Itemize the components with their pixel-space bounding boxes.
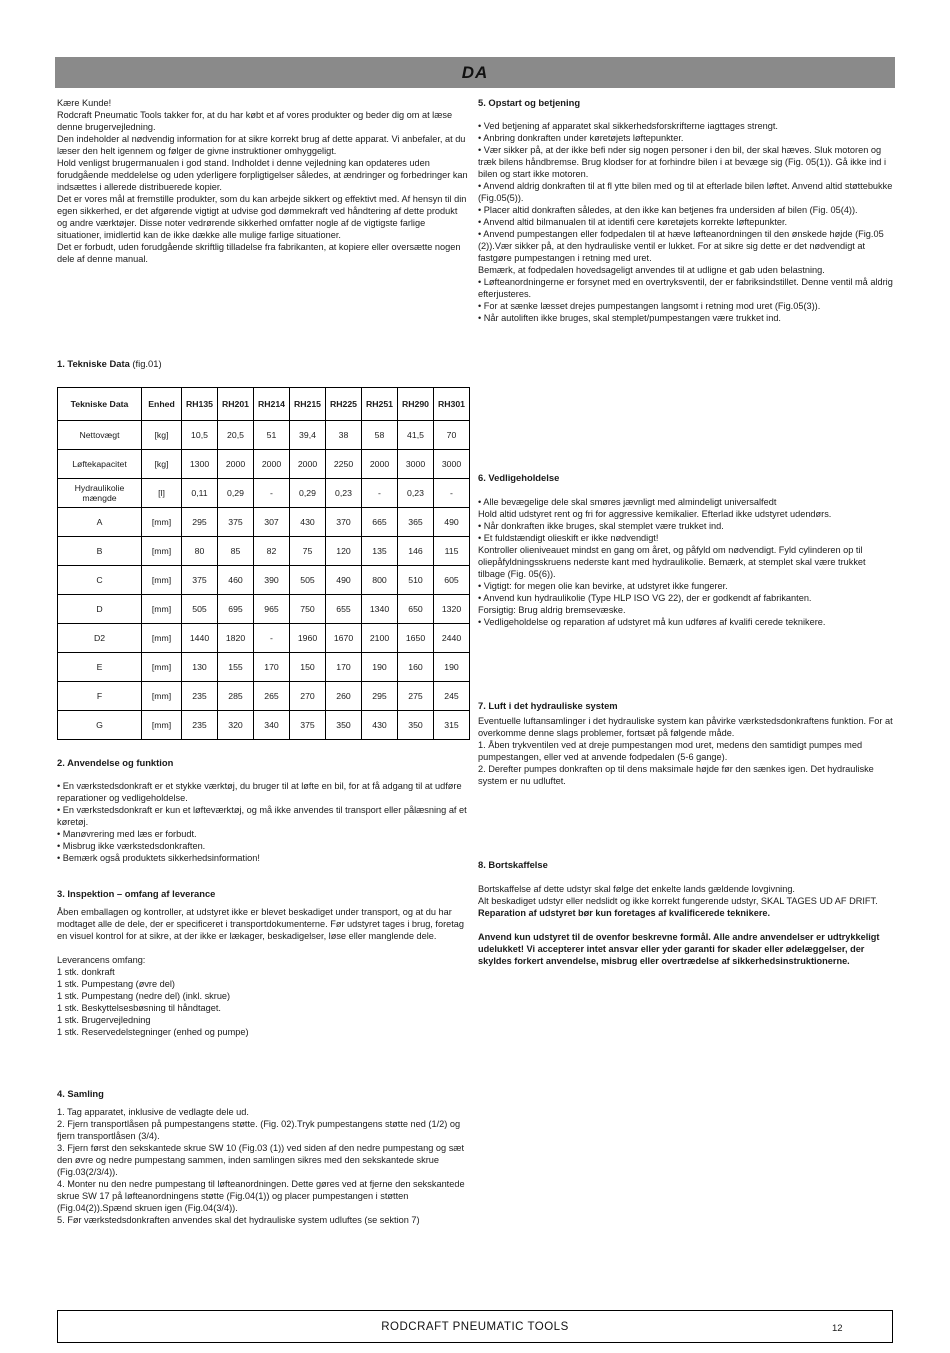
section-3-content — [57, 906, 470, 1038]
table-row — [58, 479, 470, 508]
delivery-scope-item: 1 stk. donkraft — [57, 967, 115, 977]
value-cell: 365 — [398, 508, 434, 537]
bullet-paragraph: • Vigtigt: for megen olie kan bevirke, at udstyret ikke fungerer. — [478, 581, 728, 591]
unit-cell: [kg] — [142, 450, 182, 479]
section-1-title-suffix: (fig.01) — [129, 358, 162, 369]
technical-data-table — [57, 387, 470, 740]
value-cell: 160 — [398, 653, 434, 682]
value-cell: 320 — [218, 711, 254, 740]
delivery-scope-item: 1 stk. Reservedelstegninger (enhed og pumpe) — [57, 1027, 249, 1037]
delivery-scope-item: 1 stk. Brugervejledning — [57, 1015, 151, 1025]
section-5-content — [478, 120, 894, 324]
technical-data-table-wrap — [57, 387, 470, 740]
value-cell: 1300 — [182, 450, 218, 479]
value-cell: - — [434, 479, 470, 508]
unit-cell: [kg] — [142, 421, 182, 450]
intro-paragraph: Kære Kunde! — [57, 98, 112, 108]
value-cell: 505 — [290, 566, 326, 595]
section-7-heading: 7. Luft i det hydrauliske system — [478, 700, 618, 711]
bullet-paragraph: • En værkstedsdonkraft er et stykke værktøj, du bruger til at løfte en bil, for at få adgang til at udføre reparationer og vedligeholdelse. — [57, 781, 462, 803]
row-label-cell: E — [58, 653, 142, 682]
value-cell: - — [254, 624, 290, 653]
value-cell: 505 — [182, 595, 218, 624]
bullet-paragraph: • Misbrug ikke værkstedsdonkraften. — [57, 841, 206, 851]
value-cell: 605 — [434, 566, 470, 595]
bullet-paragraph: • Bemærk også produktets sikkerhedsinformation! — [57, 853, 260, 863]
value-cell: 115 — [434, 537, 470, 566]
bullet-paragraph: Bemærk, at fodpedalen hovedsageligt anvendes til at udligne et gab uden belastning. — [478, 265, 825, 275]
value-cell: 650 — [398, 595, 434, 624]
value-cell: 1320 — [434, 595, 470, 624]
value-cell: 370 — [326, 508, 362, 537]
value-cell: 275 — [398, 682, 434, 711]
value-cell: 1820 — [218, 624, 254, 653]
section-6-content — [478, 496, 894, 628]
table-header-cell: RH201 — [218, 388, 254, 421]
unit-cell: [mm] — [142, 711, 182, 740]
value-cell: 390 — [254, 566, 290, 595]
section-1-heading — [57, 358, 470, 370]
intro-paragraph: Hold venligst brugermanualen i god stand. Indholdet i denne vejledning kan opdateres uden forudgående meddelelse og uden yderligere forpligtigelser således, at ændringer og forbedringer kan indsættes i allerede distribuerede kopier. — [57, 158, 468, 192]
value-cell: 2100 — [362, 624, 398, 653]
table-header-cell: RH215 — [290, 388, 326, 421]
value-cell: 190 — [434, 653, 470, 682]
value-cell: 170 — [254, 653, 290, 682]
table-row — [58, 421, 470, 450]
table-row — [58, 595, 470, 624]
bullet-paragraph: • En værkstedsdonkraft er kun et løfteværktøj, og må ikke anvendes til transport eller pålæsning af et køretøj. — [57, 805, 467, 827]
assembly-step: 1. Tag apparatet, inklusive de vedlagte dele ud. — [57, 1107, 249, 1117]
value-cell: 750 — [290, 595, 326, 624]
table-header-cell: RH251 — [362, 388, 398, 421]
bullet-paragraph: • Løfteanordningerne er forsynet med en overtryksventil, der er fabriksindstillet. Denne ventil må aldrig efterjusteres. — [478, 277, 893, 299]
intro-block — [57, 97, 470, 265]
liability-notice: Anvend kun udstyret til de ovenfor beskrevne formål. Alle andre anvendelser er udtrykkeligt udelukket! Vi accepterer intet ansvar eller yder garanti for skader eller ødelæggelser, der skyldes forkert anvendelse, misbrug eller overtrædelse af sikkerhedsinstruktionerne. — [478, 932, 880, 966]
value-cell: 150 — [290, 653, 326, 682]
row-label-cell: G — [58, 711, 142, 740]
table-header-cell: RH225 — [326, 388, 362, 421]
unit-cell: [mm] — [142, 566, 182, 595]
value-cell: 375 — [218, 508, 254, 537]
section-3-paragraph: Åben emballagen og kontroller, at udstyret ikke er blevet beskadiget under transport, og at du har modtaget alle de dele, der er specificeret i transportdokumenterne. Før udstyret tages i brug, foretag en visuel kontrol for at sikre, at der ikke er lækager, beskadigelser, løse eller manglende dele. — [57, 907, 465, 941]
section-1-title: 1. Tekniske Data — [57, 358, 130, 369]
bullet-paragraph: Forsigtig: Brug aldrig bremsevæske. — [478, 605, 626, 615]
row-label-cell: D2 — [58, 624, 142, 653]
bullet-paragraph: • Ved betjening af apparatet skal sikkerhedsforskrifterne iagttages strengt. — [478, 121, 778, 131]
value-cell: 3000 — [398, 450, 434, 479]
language-label: DA — [461, 62, 489, 82]
section-3-heading: 3. Inspektion – omfang af leverance — [57, 888, 216, 899]
unit-cell: [mm] — [142, 537, 182, 566]
table-row — [58, 537, 470, 566]
bullet-paragraph: • Manøvrering med læs er forbudt. — [57, 829, 197, 839]
assembly-step: 2. Fjern transportlåsen på pumpestangens støtte. (Fig. 02).Tryk pumpestangens støtte ned (1/2) og fjern transportlåsen (3/4). — [57, 1119, 461, 1141]
row-label-cell: B — [58, 537, 142, 566]
bullet-paragraph: • Når autoliften ikke bruges, skal stemplet/pumpestangen være trukket ind. — [478, 313, 781, 323]
table-header-cell: RH214 — [254, 388, 290, 421]
value-cell: 2440 — [434, 624, 470, 653]
value-cell: 375 — [290, 711, 326, 740]
value-cell: 75 — [290, 537, 326, 566]
assembly-step: 5. Før værkstedsdonkraften anvendes skal det hydrauliske system udluftes (se sektion 7) — [57, 1215, 420, 1225]
value-cell: 1960 — [290, 624, 326, 653]
value-cell: 41,5 — [398, 421, 434, 450]
repair-notice: Reparation af udstyret bør kun foretages af kvalificerede teknikere. — [478, 908, 771, 918]
value-cell: 0,29 — [218, 479, 254, 508]
unit-cell: [l] — [142, 479, 182, 508]
bullet-paragraph: • Vedligeholdelse og reparation af udstyret må kun udføres af kvalifi cerede teknikere. — [478, 617, 826, 627]
value-cell: 82 — [254, 537, 290, 566]
value-cell: 0,11 — [182, 479, 218, 508]
value-cell: 130 — [182, 653, 218, 682]
value-cell: 20,5 — [218, 421, 254, 450]
section-6-heading: 6. Vedligeholdelse — [478, 472, 560, 483]
value-cell: - — [254, 479, 290, 508]
unit-cell: [mm] — [142, 653, 182, 682]
value-cell: 350 — [398, 711, 434, 740]
value-cell: 0,29 — [290, 479, 326, 508]
assembly-step: 4. Monter nu den nedre pumpestang til løfteanordningen. Dette gøres ved at fjerne den sekskantede skrue SW 17 på løfteanordningens støtte (Fig.04(1)) og placer pumpestangen i støtten (Fig.04(2)).Spænd skruen igen (Fig.04(3/4)). — [57, 1179, 465, 1213]
assembly-step: 3. Fjern først den sekskantede skrue SW 10 (Fig.03 (1)) ved siden af den nedre pumpestang og sæt den øvre og nedre pumpestang sammen, inden samlingen sikres med den sekskantede skrue (Fig.03(2/3/4)). — [57, 1143, 465, 1177]
value-cell: 375 — [182, 566, 218, 595]
value-cell: 85 — [218, 537, 254, 566]
value-cell: 170 — [326, 653, 362, 682]
row-label-cell: Hydraulikolie mængde — [58, 479, 142, 508]
value-cell: 655 — [326, 595, 362, 624]
value-cell: 39,4 — [290, 421, 326, 450]
value-cell: 965 — [254, 595, 290, 624]
bullet-paragraph: • Når donkraften ikke bruges, skal stemplet være trukket ind. — [478, 521, 724, 531]
value-cell: 2000 — [218, 450, 254, 479]
unit-cell: [mm] — [142, 508, 182, 537]
table-header-cell: RH135 — [182, 388, 218, 421]
section-4-content — [57, 1106, 470, 1226]
row-label-cell: Nettovægt — [58, 421, 142, 450]
row-label-cell: D — [58, 595, 142, 624]
value-cell: 1440 — [182, 624, 218, 653]
value-cell: 430 — [290, 508, 326, 537]
value-cell: 270 — [290, 682, 326, 711]
section-4-heading: 4. Samling — [57, 1088, 104, 1099]
value-cell: 350 — [326, 711, 362, 740]
intro-paragraph: Den indeholder al nødvendig information for at sikre korrekt brug af dette apparat. Vi anbefaler, at du læser den helt igennem og følger de givne instruktioner omhyggeligt. — [57, 134, 466, 156]
bullet-paragraph: • Anvend aldrig donkraften til at fl ytte bilen med og til at efterlade bilen løftet. Anvend altid støttebukke (Fig.05(5)). — [478, 181, 893, 203]
value-cell: 58 — [362, 421, 398, 450]
section-5-heading: 5. Opstart og betjening — [478, 97, 581, 108]
value-cell: 2250 — [326, 450, 362, 479]
table-header-cell: Tekniske Data — [58, 388, 142, 421]
value-cell: 70 — [434, 421, 470, 450]
intro-paragraph: Det er vores mål at fremstille produkter, som du kan arbejde sikkert og effektivt med. Af hensyn til din egen sikkerhed, er det afgørende vigtigt at udvise god dømmekraft ved håndtering af dette produkt og andre værktøjer. Disse noter vedrørende sikkerhed omfatter nogle af de vigtigste farlige situationer, imidlertid kan de ikke dække alle mulige farlige situationer. — [57, 194, 467, 240]
value-cell: 235 — [182, 682, 218, 711]
value-cell: 340 — [254, 711, 290, 740]
language-banner — [55, 57, 895, 88]
section-2-content — [57, 780, 470, 864]
unit-cell: [mm] — [142, 682, 182, 711]
value-cell: 265 — [254, 682, 290, 711]
row-label-cell: A — [58, 508, 142, 537]
section-7-content — [478, 715, 894, 787]
value-cell: 10,5 — [182, 421, 218, 450]
section-8-heading: 8. Bortskaffelse — [478, 859, 548, 870]
table-header-row — [58, 388, 470, 421]
value-cell: 295 — [182, 508, 218, 537]
row-label-cell: Løftekapacitet — [58, 450, 142, 479]
bullet-paragraph: Hold altid udstyret rent og fri for aggressive kemikalier. Efterlad ikke udstyret udendørs. — [478, 509, 832, 519]
delivery-scope-intro: Leverancens omfang: — [57, 955, 146, 965]
value-cell: 3000 — [434, 450, 470, 479]
value-cell: 460 — [218, 566, 254, 595]
value-cell: 2000 — [254, 450, 290, 479]
value-cell: 665 — [362, 508, 398, 537]
page-number: 12 — [832, 1323, 843, 1334]
table-header-cell: RH290 — [398, 388, 434, 421]
value-cell: 490 — [434, 508, 470, 537]
section-8-content — [478, 883, 894, 967]
bullet-paragraph: • Anvend pumpestangen eller fodpedalen til at hæve løfteanordningen til den ønskede højde (Fig.05 (2)).Vær sikker på, at den hydrauliske ventil er lukket. For at sikre sig dette er det nødvendigt at fastgøre pumpestangen i retning med uret. — [478, 229, 884, 263]
value-cell: 235 — [182, 711, 218, 740]
intro-paragraph: Rodcraft Pneumatic Tools takker for, at du har købt et af vores produkter og beder dig om at læse denne brugervejledning. — [57, 110, 453, 132]
value-cell: 120 — [326, 537, 362, 566]
value-cell: 38 — [326, 421, 362, 450]
bullet-paragraph: Kontroller olieniveauet mindst en gang om året, og påfyld om nødvendigt. Fyld cylinderen op til oliepåfyldningsskruens nederste kant med hydraulikolie. Bemærk, at stemplet skal være trukket tilbage (Fig. 05(6)). — [478, 545, 866, 579]
bullet-paragraph: • Anvend altid bilmanualen til at identifi cere køretøjets korrekte løftepunkter. — [478, 217, 788, 227]
table-row — [58, 624, 470, 653]
bullet-paragraph: • Et fuldstændigt olieskift er ikke nødvendigt! — [478, 533, 659, 543]
delivery-scope-item: 1 stk. Beskyttelsesbøsning til håndtaget. — [57, 1003, 221, 1013]
value-cell: 0,23 — [398, 479, 434, 508]
table-row — [58, 653, 470, 682]
value-cell: 295 — [362, 682, 398, 711]
value-cell: 51 — [254, 421, 290, 450]
table-row — [58, 566, 470, 595]
section-2-heading: 2. Anvendelse og funktion — [57, 757, 174, 768]
value-cell: 245 — [434, 682, 470, 711]
delivery-scope-list — [57, 966, 470, 1038]
table-row — [58, 711, 470, 740]
bullet-paragraph: • Vær sikker på, at der ikke befi nder sig nogen personer i den bil, der skal hæves. Sluk motoren og træk bilens håndbremse. Brug klodser for at forhindre bilen i at bevæge sig (Fig. 05(1)). Gå ikke ind i bilen og start ikke motoren. — [478, 145, 887, 179]
procedure-step: Eventuelle luftansamlinger i det hydrauliske system kan påvirke værkstedsdonkraftens funktion. For at overkomme denne slags problemer, fortsæt på følgende måde. — [478, 716, 893, 738]
table-row — [58, 508, 470, 537]
table-header-cell: Enhed — [142, 388, 182, 421]
intro-paragraph: Det er forbudt, uden forudgående skriftlig tilladelse fra fabrikanten, at kopiere eller oversætte nogen dele af denne manual. — [57, 242, 461, 264]
value-cell: 510 — [398, 566, 434, 595]
unit-cell: [mm] — [142, 595, 182, 624]
bullet-paragraph: • Anvend kun hydraulikolie (Type HLP ISO VG 22), der er godkendt af fabrikanten. — [478, 593, 812, 603]
bullet-paragraph: • Placer altid donkraften således, at den ikke kan betjenes fra undersiden af bilen (Fig. 05(4)). — [478, 205, 858, 215]
value-cell: 1670 — [326, 624, 362, 653]
value-cell: 800 — [362, 566, 398, 595]
disposal-paragraph: Alt beskadiget udstyr eller nedslidt og ikke korrekt fungerende udstyr, SKAL TAGES UD AF DRIFT. — [478, 896, 878, 906]
bullet-paragraph: • Anbring donkraften under køretøjets løftepunkter. — [478, 133, 684, 143]
value-cell: 1650 — [398, 624, 434, 653]
disposal-paragraph: Bortskaffelse af dette udstyr skal følge det enkelte lands gældende lovgivning. — [478, 884, 795, 894]
table-row — [58, 682, 470, 711]
value-cell: 190 — [362, 653, 398, 682]
procedure-step: 2. Derefter pumpes donkraften op til dens maksimale højde før den sænkes igen. Det hydrauliske system er nu udluftet. — [478, 764, 874, 786]
footer-brand: RODCRAFT PNEUMATIC TOOLS — [381, 1320, 569, 1333]
value-cell: 430 — [362, 711, 398, 740]
value-cell: 315 — [434, 711, 470, 740]
value-cell: 285 — [218, 682, 254, 711]
unit-cell: [mm] — [142, 624, 182, 653]
table-row — [58, 450, 470, 479]
value-cell: 155 — [218, 653, 254, 682]
table-header-cell: RH301 — [434, 388, 470, 421]
footer-box — [57, 1310, 893, 1343]
value-cell: 260 — [326, 682, 362, 711]
value-cell: 2000 — [290, 450, 326, 479]
value-cell: 146 — [398, 537, 434, 566]
value-cell: 1340 — [362, 595, 398, 624]
row-label-cell: C — [58, 566, 142, 595]
value-cell: 0,23 — [326, 479, 362, 508]
value-cell: - — [362, 479, 398, 508]
bullet-paragraph: • For at sænke læsset drejes pumpestangen langsomt i retning mod uret (Fig.05(3)). — [478, 301, 821, 311]
value-cell: 695 — [218, 595, 254, 624]
bullet-paragraph: • Alle bevægelige dele skal smøres jævnligt med almindeligt universalfedt — [478, 497, 777, 507]
procedure-step: 1. Åben trykventilen ved at dreje pumpestangen mod uret, medens den samtidigt pumpes med pumpestangen, eller ved at anvende fodpedalen (5-6 gange). — [478, 740, 863, 762]
value-cell: 2000 — [362, 450, 398, 479]
delivery-scope-item: 1 stk. Pumpestang (øvre del) — [57, 979, 175, 989]
delivery-scope-item: 1 stk. Pumpestang (nedre del) (inkl. skrue) — [57, 991, 231, 1001]
value-cell: 307 — [254, 508, 290, 537]
value-cell: 80 — [182, 537, 218, 566]
value-cell: 135 — [362, 537, 398, 566]
value-cell: 490 — [326, 566, 362, 595]
row-label-cell: F — [58, 682, 142, 711]
